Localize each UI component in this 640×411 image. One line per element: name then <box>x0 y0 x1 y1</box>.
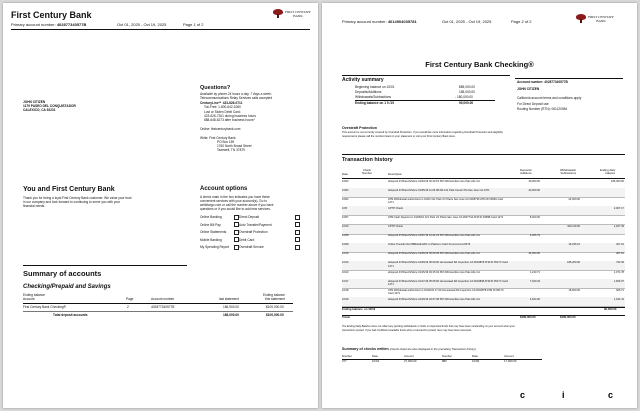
header-rule <box>11 29 310 30</box>
customer-name: JOHN CITIZEN <box>23 100 46 104</box>
history-cell-withdrawal: 340,119.00 <box>567 225 580 229</box>
history-totals-rule <box>342 315 625 316</box>
you-and-heading: You and First Century Bank <box>23 186 115 193</box>
history-col-description: Description <box>388 171 402 176</box>
customer-city: CALEXICO, CA 92231 <box>23 108 56 112</box>
summary-col-last: last statement <box>219 297 239 301</box>
history-cell-date: 10/04 <box>342 197 349 201</box>
activity-deposits-label: Deposits/Additions <box>355 90 382 94</box>
history-totals-label: Totals <box>342 315 351 319</box>
page-label: Page 1 of 2 <box>183 22 204 27</box>
history-cell-balance: 1,071.78 <box>613 270 624 274</box>
activity-deposits-value: 185,000.00 <box>459 90 475 94</box>
summary-row-rule <box>23 311 293 312</box>
option-auto-transfer-checkbox[interactable] <box>295 222 300 227</box>
history-cell-description: ATM Cash Deposit on 01/06/19 121 Park Ctr Plaza San Jose CA 0007744 ATM ID 0395B Card 1271 <box>388 215 504 219</box>
you-and-body-1: Thank you for being a loyal First Century Bank customer. We value your trust <box>23 196 132 200</box>
account-box-number: Account number: 402877340577B <box>517 80 568 84</box>
lost-card-label: Lost or Stolen Debit Card: <box>204 110 241 114</box>
history-cell-balance: 287.16 <box>616 252 624 256</box>
summary-col-number: Account number <box>151 297 175 301</box>
history-cell-balance: 327.16 <box>616 243 624 247</box>
history-cell-deposit: 44,000.00 <box>528 252 540 256</box>
account-box-terms: California account terms and conditions apply <box>517 96 582 100</box>
statement-page-2 <box>322 3 637 408</box>
history-col-deposits: Deposits/ Additions <box>520 168 532 176</box>
p2-account-title: First Century Bank Checking® <box>425 60 534 69</box>
history-cell-balance: 732.45 <box>616 261 624 265</box>
history-cell-deposit: 6,306.79 <box>529 234 540 238</box>
history-cell-date: 10/5 <box>342 206 348 210</box>
history-cell-balance: 1,606.07 <box>613 279 624 283</box>
option-debit-card: Debit Card <box>239 237 255 242</box>
check-date-1: 10/04 <box>372 359 379 363</box>
history-cell-description: CPTP Check <box>388 225 403 229</box>
account-box-direct: For Direct Deposit use <box>517 102 549 106</box>
write-label: Write: First Century Bank <box>200 136 236 140</box>
activity-ending-value: 90,000.00 <box>459 101 474 105</box>
option-direct-deposit-checkbox[interactable] <box>295 215 300 220</box>
account-box-routing: Routing Number (RTN): 061120084 <box>517 107 568 111</box>
history-cell-description: eDeposit IN Branch/Store 01/15/19 03:15:32 PM 409 Hamilton Ave Palo Alto CA <box>388 270 480 274</box>
summary-total-this: $100,000.00 <box>266 313 284 317</box>
check-amount-1: 27,000.00 <box>404 359 417 363</box>
history-cell-date: 10/10 <box>342 225 349 229</box>
questions-heading: Questions? <box>200 85 231 91</box>
summary-header <box>23 293 293 301</box>
activity-withdrawals-value: - 180,000.00 <box>455 95 473 99</box>
history-cell-date: 10/04 <box>342 188 349 192</box>
history-cell-withdrawal: 16,336.15 <box>568 243 580 247</box>
summary-col-this: Ending balance this statement <box>263 293 285 302</box>
history-cell-date: 10/07 <box>342 215 349 219</box>
activity-heading: Activity summary <box>342 77 384 83</box>
summary-total-label: Total deposit accounts <box>53 313 88 317</box>
option-online-statements: Online Statements <box>200 230 227 235</box>
summary-row-page: 2 <box>127 305 129 309</box>
p2-page-label: Page 2 of 2 <box>511 19 532 24</box>
customer-street: 1179 PASEO DEL CONQUISTADOR <box>23 104 76 108</box>
history-cell-date: 10/17 <box>342 279 349 283</box>
statement-page-1 <box>3 3 318 408</box>
summary-row-this: $100,000.00 <box>266 305 284 309</box>
history-cell-date: 10/13 <box>342 270 349 274</box>
history-cell-date: 10/08 <box>342 234 349 238</box>
history-cell-description: eDeposit IN Branch/Store 01/19/19 04:27:08 PM 409 Hamilton Ave Palo Alto CA <box>388 297 480 301</box>
option-online-bill-pay: Online Bill Pay <box>200 222 221 227</box>
questions-relay: Telecommunications Relay Services calls accepted <box>200 96 273 100</box>
overlay-glyph-c-1: c <box>520 390 526 400</box>
lost-card-phone: 423-626-7261 during business hours <box>204 114 256 118</box>
activity-beginning-label: Beginning balance on 10/01 <box>355 85 395 89</box>
write-line-3: Tazewell, TN 37879 <box>217 148 245 152</box>
account-line: Primary account number: 402877340577B <box>11 22 87 27</box>
p2-bank-logo-text: FIRST CENTURY BANK <box>588 15 614 23</box>
p2-statement-period: Oct 01, 2025 - Oct 19, 2025 <box>442 19 492 24</box>
account-number: 402877340577B <box>56 22 87 27</box>
history-cell-withdrawal: 445,200.00 <box>567 261 580 265</box>
option-spending-report: My Spending Report <box>200 244 230 249</box>
summary-col-page: Page <box>126 297 134 301</box>
history-cell-deposit: 7,040.34 <box>529 279 540 283</box>
overdraft-text-1: This account is not currently covered by Overdraft Protection. If you would like more information regarding Overdraft Protection and eligibility <box>342 131 503 134</box>
option-mobile-banking: Mobile Banking <box>200 237 222 242</box>
summary-total-row <box>23 313 293 318</box>
history-cell-date: 10/10 <box>342 252 349 256</box>
check-number-2: 886 <box>442 359 447 363</box>
history-col-check: Check Number <box>362 168 372 176</box>
write-line-1: PO Box 159 <box>217 140 235 144</box>
options-intro-2: convenient services with your account(s). Go to <box>200 199 267 203</box>
option-overdraft-protection: Overdraft Protection <box>239 230 268 235</box>
history-cell-balance: 186,000.00 <box>611 179 624 183</box>
checks-heading: Summary of checks written (checks listed are also displayed in the preceding Transaction history) <box>342 347 476 351</box>
history-totals-deposits: $185,000.00 <box>520 315 536 319</box>
centuryline-phone: CenturyLine℠ 423-826-0711 <box>200 101 243 105</box>
check-number-1: 377 <box>342 359 347 363</box>
history-cell-description: ATM Withdrawal authorized on 01/03 121 Park Ctr Plaza San Jose CA 0006736 ATM ID 0395A Card 1271 <box>388 197 504 204</box>
history-cell-balance: 1,431.41 <box>613 297 624 301</box>
history-row <box>342 297 625 307</box>
history-cell-description: eDeposit IN Branch/Store 01/09/19 05:29:00 Homestead Rd Cupertino CA 0004878 ATM ID 0517C Card 1271 <box>388 261 508 268</box>
history-cell-description: eDeposit IN Branch/Store 01/07/19 12:41:23 PM 409 Hamilton Ave Palo Alto CA <box>388 234 480 238</box>
bank-title: First Century Bank <box>11 10 92 20</box>
history-heading: Transaction history <box>342 157 393 163</box>
tollfree-phone: Toll-Free: 1-800-642-1080 <box>204 105 241 109</box>
online-link[interactable]: Online: firstcenturybank.com <box>200 127 241 131</box>
history-cell-description: Online Transfer Ref #IBEHHL3ZJL to Platinum Card Xxxxxxxxxxxx6476 <box>388 243 471 247</box>
history-cell-description: eDeposit IN Branch/Store 01/05/19 11:03:38 AM 121 Park Center Pla San Jose CA 1371 <box>388 188 490 192</box>
history-cell-date: 10/08 <box>342 243 349 247</box>
option-direct-deposit: Direct Deposit <box>239 215 260 220</box>
checks-col-amount-1: Amount <box>404 354 414 358</box>
option-online-banking: Online Banking <box>200 215 222 220</box>
checks-col-date-2: Date <box>472 354 478 358</box>
history-cell-deposit: 22,000.00 <box>528 188 540 192</box>
overlay-glyph-i: i <box>562 390 565 400</box>
history-ending-rule <box>342 307 625 308</box>
history-col-withdrawals: Withdrawals/ Subtractions <box>560 168 577 176</box>
account-box-name: JOHN CITIZEN <box>517 87 540 91</box>
summary-col-account: Ending balance Account <box>23 293 45 302</box>
history-col-balance: Ending daily balance <box>600 168 616 176</box>
history-ending-on: on 10/19 <box>364 307 376 311</box>
checks-subheading: (checks listed are also displayed in the preceding Transaction history) <box>389 347 476 351</box>
checks-col-amount-2: Amount <box>504 354 514 358</box>
activity-rule <box>342 75 510 76</box>
history-cell-description: eDeposit IN Branch/Store 01/17/19 05:25:00 Homestead Rd Cupertino CA 0004848 ATM ID 0517C Card 1271 <box>388 279 508 286</box>
option-auto-transfer: Auto Transfer/Payment <box>239 222 272 227</box>
summary-heading: Summary of accounts <box>23 269 102 278</box>
options-intro-1: A check mark in the box indicates you have these <box>200 195 270 199</box>
p2-bank-logo-tree-icon <box>576 14 586 23</box>
history-cell-withdrawal: 22,000.00 <box>568 197 580 201</box>
options-intro-4: questions or if you would like to add new services. <box>200 207 271 211</box>
history-cell-date: 10/03 <box>342 179 349 183</box>
history-cell-description: eDeposit IN Branch/Store 01/06/19 05:29:09 PM 409 Hamilton Ave Palo Alto CA <box>388 252 480 256</box>
you-and-body-3: financial needs. <box>23 204 46 208</box>
statement-period: Oct 01, 2025 - Oct 19, 2025 <box>117 22 167 27</box>
history-cell-description: CPTP Check <box>388 206 403 210</box>
history-cell-deposit: 40,000.00 <box>528 179 540 183</box>
history-totals-withdrawals: $180,000.00 <box>560 315 576 319</box>
activity-ending-label: Ending balance on 1 0 /19 <box>355 101 394 105</box>
checks-col-number-1: Number <box>342 354 352 358</box>
history-cell-balance: 2,007.17 <box>613 206 624 210</box>
overdraft-text-2: requirements please call the number listed on your statement or visit your First Century Bank store. <box>342 134 456 138</box>
questions-intro: Available by phone 24 hours a day, 7 days a week: <box>200 92 272 96</box>
summary-rule <box>23 265 187 266</box>
checks-row <box>342 360 542 364</box>
checks-col-date-1: Date <box>372 354 378 358</box>
options-grid <box>200 215 310 250</box>
check-amount-2: 17,000.00 <box>504 359 517 363</box>
summary-total-last: 186,000.00 <box>223 313 239 317</box>
overlay-glyph-c-2: c <box>608 390 614 400</box>
options-intro-3: wellsfargo.com or call the number above if you have <box>200 203 274 207</box>
overdraft-heading: Overdraft Protection <box>342 126 377 130</box>
summary-row-last: 186,900.00 <box>223 305 239 309</box>
after-hours-phone: 888-648-6273 after business hours* <box>204 118 255 122</box>
history-note-2: transactions posted. If you had insufficient available funds when a transaction posted, fees may have been assessed. <box>342 328 472 332</box>
summary-subheading: Checking/Prepaid and Savings <box>23 284 111 290</box>
history-cell-deposit: 8,400.00 <box>529 215 540 219</box>
history-cell-date: 10/19 <box>342 297 349 301</box>
summary-row-number: 402877340577B <box>151 305 175 309</box>
history-ending-label: Ending balance <box>342 307 363 311</box>
p2-account-line: Primary account number: 4014904035781 <box>342 19 417 24</box>
history-rule <box>342 154 625 155</box>
activity-withdrawals-label: Withdrawals/Subtractions <box>355 95 391 99</box>
summary-row[interactable] <box>23 305 293 310</box>
bank-logo-text: FIRST CENTURY BANK <box>285 10 311 18</box>
history-cell-date: 10/10 <box>342 261 349 265</box>
check-date-2: 10/09 <box>472 359 479 363</box>
history-note-1: The Ending Daily Balance does not reflect any pending withdrawals or holds on deposited funds that may have been outstanding on your account when your <box>342 325 516 328</box>
p2-account-number: 4014904035781 <box>387 19 417 24</box>
activity-beginning-value: $85,000.00 <box>459 85 475 89</box>
history-cell-balance: 926.71 <box>616 288 624 292</box>
you-and-body-2: in our company and look forward to continuing to serve you with your <box>23 200 121 204</box>
summary-row-name: First Century Bank Checking® <box>23 305 66 309</box>
option-overdraft-service: Overdraft Service <box>239 244 264 249</box>
history-col-date: Date <box>342 171 348 176</box>
checks-col-number-2: Number <box>442 354 452 358</box>
history-header <box>342 169 625 177</box>
history-cell-deposit: 4,814.00 <box>529 297 540 301</box>
account-options-heading: Account options <box>200 186 248 192</box>
option-overdraft-service-checkbox[interactable] <box>295 245 300 250</box>
option-debit-card-checkbox[interactable] <box>295 237 300 242</box>
history-cell-description: ATM Withdrawal authorized on 01/20/19 17:30 Homestead Rd Cupertino CA 0004878 ATM ID 0517C Card 1271 <box>388 288 504 295</box>
option-overdraft-protection-checkbox[interactable] <box>295 230 300 235</box>
history-cell-withdrawal: 18,000.00 <box>568 288 580 292</box>
summary-header-rule <box>23 303 293 304</box>
bank-logo-tree-icon <box>273 9 283 18</box>
history-cell-description: eDeposit IN Branch/Store 01/03/19 02:42:15 PM 409 Hamilton Ave Palo Alto CA <box>388 179 480 183</box>
history-cell-deposit: 1,243.71 <box>529 270 540 274</box>
history-cell-date: 10/18 <box>342 288 349 292</box>
write-line-2: 1760 North Broad Street <box>217 144 252 148</box>
history-cell-balance: 1,207.45 <box>613 225 624 229</box>
account-box-rule <box>515 78 623 79</box>
history-ending-value: 90,000.00 <box>604 307 617 311</box>
